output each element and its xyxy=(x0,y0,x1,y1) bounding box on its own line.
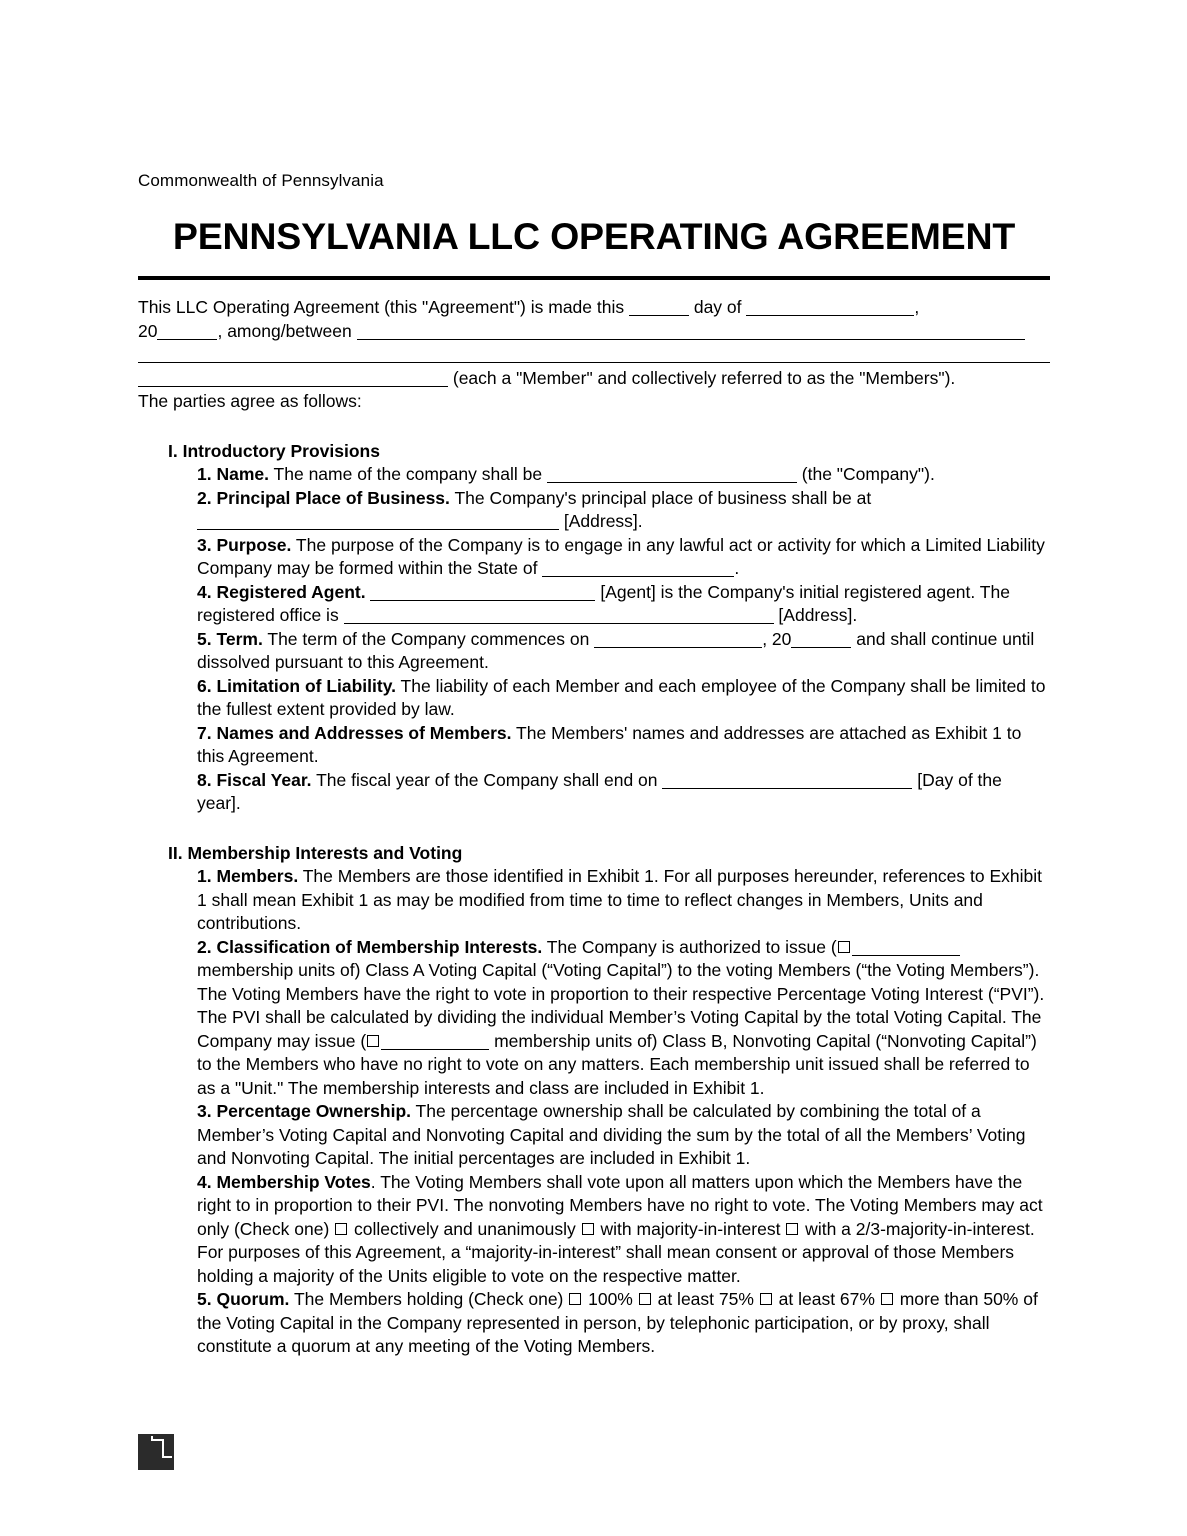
clause-name-title: Name. xyxy=(216,464,270,484)
clause-fy-text-1: The fiscal year of the Company shall end on xyxy=(311,769,663,790)
clause-ra-number: 4. xyxy=(197,581,212,602)
clause-quorum-text-5: more than 50% of the Voting Capital in the Company represented in person, by telephonic participation, or by proxy, shall constitute a quorum at any meeting of the Voting Members. xyxy=(197,1289,1038,1356)
clause-mv-text-2: collectively and unanimously xyxy=(349,1218,581,1239)
clause-principal-place-of-business xyxy=(197,487,1050,534)
clause-term-text-1: The term of the Company commences on xyxy=(262,628,595,649)
clause-name-text-2: (the "Company"). xyxy=(796,464,935,484)
jurisdiction-label: Commonwealth of Pennsylvania xyxy=(138,171,384,190)
clause-ppb-number: 2. xyxy=(197,487,212,508)
fiscal-year-end-blank[interactable] xyxy=(662,773,912,789)
clause-fy-title: Fiscal Year. xyxy=(216,769,312,790)
intro-line5: The parties agree as follows: xyxy=(138,391,362,411)
section-membership-interests-and-voting xyxy=(138,842,1050,1359)
spacer-2 xyxy=(138,816,1050,842)
intro-text xyxy=(138,296,1050,414)
checkbox-collectively-unanimously[interactable] xyxy=(335,1223,347,1235)
clause-limitation-of-liability xyxy=(197,675,1050,722)
spacer xyxy=(138,414,1050,440)
clause-classification-text-1: The Company is authorized to issue ( xyxy=(542,936,837,957)
clause-classification xyxy=(197,936,1050,1101)
clause-members xyxy=(197,865,1050,936)
clause-fy-number: 8. xyxy=(197,769,212,790)
clause-term-text-2: , 20 xyxy=(762,628,792,649)
clause-quorum-text-3: at least 75% xyxy=(652,1289,759,1309)
clause-fiscal-year xyxy=(197,769,1050,816)
checkbox-quorum-75[interactable] xyxy=(639,1293,651,1305)
clause-lol-number: 6. xyxy=(197,675,212,696)
agent-name-blank[interactable] xyxy=(370,585,595,601)
clause-classification-text-3: membership units of) Class B, Nonvoting Capital (“Nonvoting Capital”) to the Members who have no right to vote on any matters. Each membership unit issued shall be referred to as a "Unit." The membership interests and class are included in Exhibit 1. xyxy=(197,1030,1037,1098)
clause-quorum-title: Quorum. xyxy=(216,1289,290,1309)
clause-registered-agent xyxy=(197,581,1050,628)
clause-lol-title: Limitation of Liability. xyxy=(216,675,397,696)
class-a-units-blank[interactable] xyxy=(852,940,960,956)
clause-po-number: 3. xyxy=(197,1101,212,1121)
term-date-blank[interactable] xyxy=(594,632,762,648)
clause-members-title: Members. xyxy=(216,866,299,886)
clause-classification-text-2: membership units of) Class A Voting Capital (“Voting Capital”) to the voting Members (“the Voting Members”). The Voting Members have the right to vote in proportion to their respective Percentage Voting Interest (“PVI”). The PVI shall be calculated by dividing the individual Member’s Voting Capital by the total Voting Capital. The Company may issue ( xyxy=(197,960,1045,1051)
section-heading-i: I. Introductory Provisions xyxy=(168,440,380,461)
clause-mv-text-4: with a 2/3-majority-in-interest. For purposes of this Agreement, a “majority-in-interest” shall mean consent or approval of those Members holding a majority of the Units eligible to vote on the respective matter. xyxy=(197,1218,1035,1286)
section-i-clauses xyxy=(197,463,1050,816)
clause-name-number: 1. xyxy=(197,464,212,484)
month-blank[interactable] xyxy=(746,300,914,316)
clause-classification-title: Classification of Membership Interests. xyxy=(216,936,543,957)
checkbox-majority-in-interest[interactable] xyxy=(582,1223,594,1235)
clause-po-text: The percentage ownership shall be calculated by combining the total of a Member’s Voting Capital and Nonvoting Capital and dividing the sum by the total of all the Members’ Voting and Nonvoting Capital. The initial percentages are included in Exhibit 1. xyxy=(197,1101,1026,1168)
clause-purpose-number: 3. xyxy=(197,534,212,555)
intro-line2-a: 20 xyxy=(138,320,158,341)
clause-quorum-text-2: 100% xyxy=(583,1289,638,1309)
clause-ppb-text-1: The Company's principal place of business shall be at xyxy=(449,487,872,508)
clause-ppb-text-2: [Address]. xyxy=(559,511,643,531)
year-blank[interactable] xyxy=(157,324,217,340)
clause-quorum xyxy=(197,1288,1050,1359)
clause-quorum-text-4: at least 67% xyxy=(773,1289,880,1309)
clause-naam-number: 7. xyxy=(197,722,212,743)
clause-name xyxy=(197,463,1050,487)
term-year-blank[interactable] xyxy=(791,632,851,648)
section-ii-clauses xyxy=(197,865,1050,1359)
clause-term-text-3: and shall continue until dissolved pursuant to this Agreement. xyxy=(197,628,1035,672)
principal-address-blank[interactable] xyxy=(197,514,559,530)
clause-classification-number: 2. xyxy=(197,936,212,957)
clause-quorum-number: 5. xyxy=(197,1289,212,1309)
clause-purpose xyxy=(197,534,1050,581)
registered-office-blank[interactable] xyxy=(344,608,774,624)
section-introductory-provisions xyxy=(138,440,1050,816)
clause-membership-votes xyxy=(197,1171,1050,1289)
parties-blank-2[interactable] xyxy=(138,347,1050,363)
clause-mv-text-1: . The Voting Members shall vote upon all matters upon which the Members have the right to in proportion to their PVI. The nonvoting Members have no right to vote. The Voting Members may act only (Check one) xyxy=(197,1171,1043,1239)
parties-blank-1[interactable] xyxy=(357,324,1025,340)
day-blank[interactable] xyxy=(629,300,689,316)
parties-blank-3[interactable] xyxy=(138,371,448,387)
clause-naam-text: The Members' names and addresses are attached as Exhibit 1 to this Agreement. xyxy=(197,722,1022,766)
clause-percentage-ownership xyxy=(197,1100,1050,1171)
intro-line1-b: day of xyxy=(688,297,747,317)
intro-paragraph xyxy=(138,296,1050,414)
clause-mv-number: 4. xyxy=(197,1171,212,1192)
checkbox-class-a-units[interactable] xyxy=(838,941,850,953)
checkbox-quorum-50[interactable] xyxy=(881,1293,893,1305)
clause-fy-text-2: [Day of the year]. xyxy=(197,769,1002,813)
intro-line1-c: , xyxy=(914,297,920,317)
document-content xyxy=(138,0,1050,1359)
company-name-blank[interactable] xyxy=(547,467,797,483)
clause-ppb-title: Principal Place of Business. xyxy=(216,487,450,508)
intro-line4-a: (each a "Member" and collectively referred to as the "Members"). xyxy=(448,367,956,388)
page-title: PENNSYLVANIA LLC OPERATING AGREEMENT xyxy=(172,215,1016,257)
clause-naam-title: Names and Addresses of Members. xyxy=(216,722,512,743)
clause-ra-text-2: [Agent] is the Company's initial registered agent. The registered office is xyxy=(197,581,1010,625)
clause-mv-text-3: with majority-in-interest xyxy=(595,1218,786,1239)
clause-term xyxy=(197,628,1050,675)
intro-line1-a: This LLC Operating Agreement (this "Agreement") is made this xyxy=(138,297,629,317)
clause-purpose-title: Purpose. xyxy=(216,534,292,555)
clause-ra-text-3: [Address]. xyxy=(773,605,858,625)
clause-lol-text: The liability of each Member and each employee of the Company shall be limited to the fullest extent provided by law. xyxy=(197,675,1046,719)
clause-members-text: The Members are those identified in Exhibit 1. For all purposes hereunder, references to Exhibit 1 shall mean Exhibit 1 as may be modified from time to time to reflect changes in Members, Units and contributions. xyxy=(197,866,1043,933)
clause-mv-title: Membership Votes xyxy=(216,1171,371,1192)
clause-purpose-text-2: . xyxy=(734,558,740,578)
clause-term-number: 5. xyxy=(197,628,212,649)
checkbox-class-b-units[interactable] xyxy=(367,1035,379,1047)
section-heading-ii: II. Membership Interests and Voting xyxy=(168,842,463,863)
clause-names-and-addresses xyxy=(197,722,1050,769)
class-b-units-blank[interactable] xyxy=(381,1034,489,1050)
legal-templates-logo-icon xyxy=(138,1434,174,1470)
clause-po-title: Percentage Ownership. xyxy=(216,1101,411,1121)
clause-name-text-1: The name of the company shall be xyxy=(269,464,547,484)
clause-members-number: 1. xyxy=(197,866,212,886)
state-blank[interactable] xyxy=(542,561,734,577)
clause-ra-title: Registered Agent. xyxy=(216,581,366,602)
clause-term-title: Term. xyxy=(216,628,263,649)
checkbox-two-thirds-majority[interactable] xyxy=(786,1223,798,1235)
intro-line2-b: , among/between xyxy=(217,320,357,341)
checkbox-quorum-67[interactable] xyxy=(760,1293,772,1305)
checkbox-quorum-100[interactable] xyxy=(569,1293,581,1305)
clause-quorum-text-1: The Members holding (Check one) xyxy=(289,1289,569,1309)
title-divider xyxy=(138,276,1050,280)
clause-purpose-text-1: The purpose of the Company is to engage in any lawful act or activity for which a Limited Liability Company may be formed within the State of xyxy=(197,534,1045,578)
